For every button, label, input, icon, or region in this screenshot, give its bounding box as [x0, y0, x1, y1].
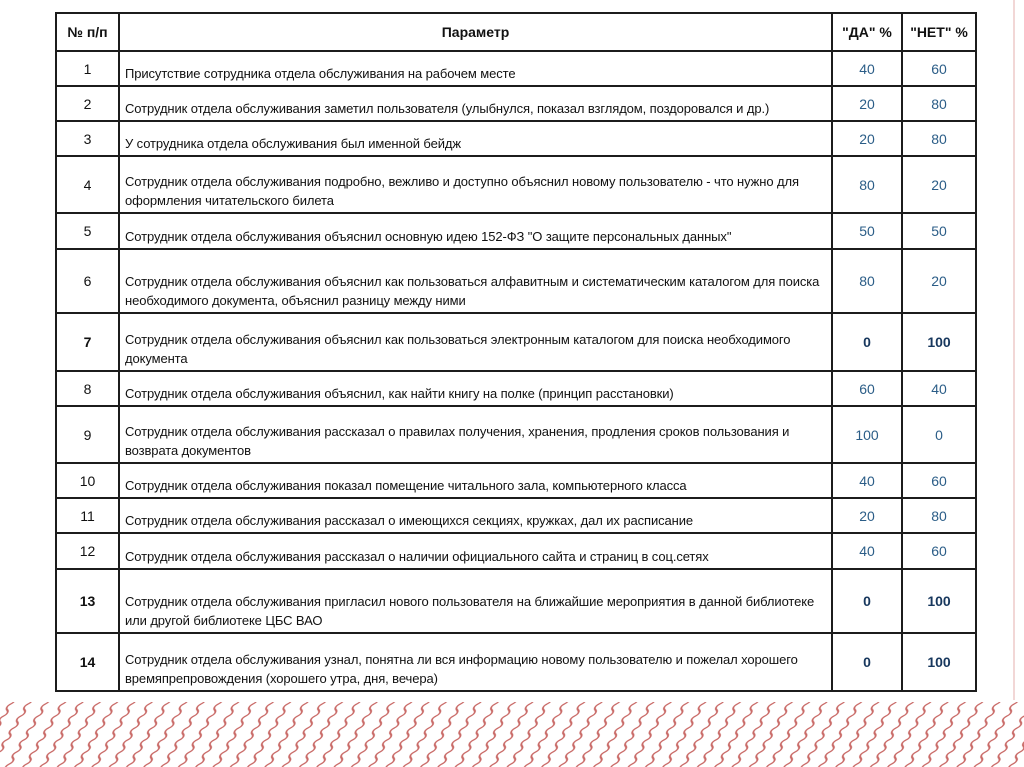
row-no-percent: 60 — [902, 51, 976, 86]
row-no-percent: 100 — [902, 313, 976, 371]
table-row — [56, 569, 976, 633]
survey-table — [55, 12, 977, 692]
row-no-percent: 0 — [902, 406, 976, 463]
row-yes-percent: 50 — [832, 213, 902, 249]
row-parameter: Сотрудник отдела обслуживания подробно, вежливо и доступно объяснил новому пользователю - что нужно для оформления читательского билета — [119, 156, 832, 213]
zigzag-pattern-svg — [0, 702, 1024, 767]
right-accent-line — [1013, 0, 1015, 700]
row-number: 8 — [56, 371, 119, 406]
row-parameter: Сотрудник отдела обслуживания рассказал о наличии официального сайта и страниц в соц.сетях — [119, 533, 832, 569]
row-parameter: Сотрудник отдела обслуживания рассказал о правилах получения, хранения, продления сроков пользования и возврата документов — [119, 406, 832, 463]
table-row — [56, 633, 976, 691]
table-row — [56, 213, 976, 249]
table-row — [56, 121, 976, 156]
row-yes-percent: 20 — [832, 121, 902, 156]
row-yes-percent: 80 — [832, 249, 902, 313]
row-parameter: Сотрудник отдела обслуживания пригласил нового пользователя на ближайшие мероприятия в данной библиотеке или другой библиотеке ЦБС ВАО — [119, 569, 832, 633]
row-number: 12 — [56, 533, 119, 569]
row-parameter: Присутствие сотрудника отдела обслуживания на рабочем месте — [119, 51, 832, 86]
table-row — [56, 51, 976, 86]
row-yes-percent: 80 — [832, 156, 902, 213]
row-yes-percent: 0 — [832, 633, 902, 691]
row-no-percent: 60 — [902, 463, 976, 498]
table-row — [56, 249, 976, 313]
row-yes-percent: 0 — [832, 313, 902, 371]
row-number: 2 — [56, 86, 119, 121]
row-yes-percent: 40 — [832, 463, 902, 498]
row-no-percent: 80 — [902, 86, 976, 121]
table-row — [56, 86, 976, 121]
row-number: 9 — [56, 406, 119, 463]
row-parameter: У сотрудника отдела обслуживания был именной бейдж — [119, 121, 832, 156]
row-number: 6 — [56, 249, 119, 313]
row-yes-percent: 0 — [832, 569, 902, 633]
row-parameter: Сотрудник отдела обслуживания объяснил, как найти книгу на полке (принцип расстановки) — [119, 371, 832, 406]
row-yes-percent: 20 — [832, 498, 902, 533]
row-parameter: Сотрудник отдела обслуживания объяснил как пользоваться электронным каталогом для поиска необходимого документа — [119, 313, 832, 371]
row-number: 1 — [56, 51, 119, 86]
row-no-percent: 20 — [902, 249, 976, 313]
row-no-percent: 60 — [902, 533, 976, 569]
header-row — [56, 13, 976, 51]
row-number: 4 — [56, 156, 119, 213]
row-yes-percent: 100 — [832, 406, 902, 463]
row-no-percent: 80 — [902, 498, 976, 533]
table-row — [56, 533, 976, 569]
row-no-percent: 50 — [902, 213, 976, 249]
row-yes-percent: 40 — [832, 533, 902, 569]
row-parameter: Сотрудник отдела обслуживания заметил пользователя (улыбнулся, показал взглядом, поздоровался и др.) — [119, 86, 832, 121]
row-number: 7 — [56, 313, 119, 371]
table-row — [56, 498, 976, 533]
row-parameter: Сотрудник отдела обслуживания объяснил как пользоваться алфавитным и систематическим каталогом для поиска необходимого документа, объяснил разницу между ними — [119, 249, 832, 313]
table-row — [56, 156, 976, 213]
table-row — [56, 313, 976, 371]
row-no-percent: 40 — [902, 371, 976, 406]
col-header-yes-percent: "ДА" % — [832, 13, 902, 51]
row-no-percent: 100 — [902, 569, 976, 633]
row-parameter: Сотрудник отдела обслуживания показал помещение читального зала, компьютерного класса — [119, 463, 832, 498]
col-header-no-percent: "НЕТ" % — [902, 13, 976, 51]
row-number: 3 — [56, 121, 119, 156]
row-yes-percent: 60 — [832, 371, 902, 406]
row-parameter: Сотрудник отдела обслуживания узнал, понятна ли вся информацию новому пользователю и пожелал хорошего времяпрепровождения (хорошего утра, дня, вечера) — [119, 633, 832, 691]
table-body — [56, 51, 976, 691]
row-number: 10 — [56, 463, 119, 498]
row-yes-percent: 40 — [832, 51, 902, 86]
table-row — [56, 406, 976, 463]
table-row — [56, 371, 976, 406]
row-number: 13 — [56, 569, 119, 633]
row-number: 11 — [56, 498, 119, 533]
col-header-parameter: Параметр — [119, 13, 832, 51]
row-number: 5 — [56, 213, 119, 249]
row-number: 14 — [56, 633, 119, 691]
row-no-percent: 20 — [902, 156, 976, 213]
row-parameter: Сотрудник отдела обслуживания объяснил основную идею 152-ФЗ "О защите персональных данных" — [119, 213, 832, 249]
row-no-percent: 80 — [902, 121, 976, 156]
zigzag-border — [0, 702, 1024, 767]
row-parameter: Сотрудник отдела обслуживания рассказал о имеющихся секциях, кружках, дал их расписание — [119, 498, 832, 533]
row-yes-percent: 20 — [832, 86, 902, 121]
row-no-percent: 100 — [902, 633, 976, 691]
table-row — [56, 463, 976, 498]
col-header-num: № п/п — [56, 13, 119, 51]
